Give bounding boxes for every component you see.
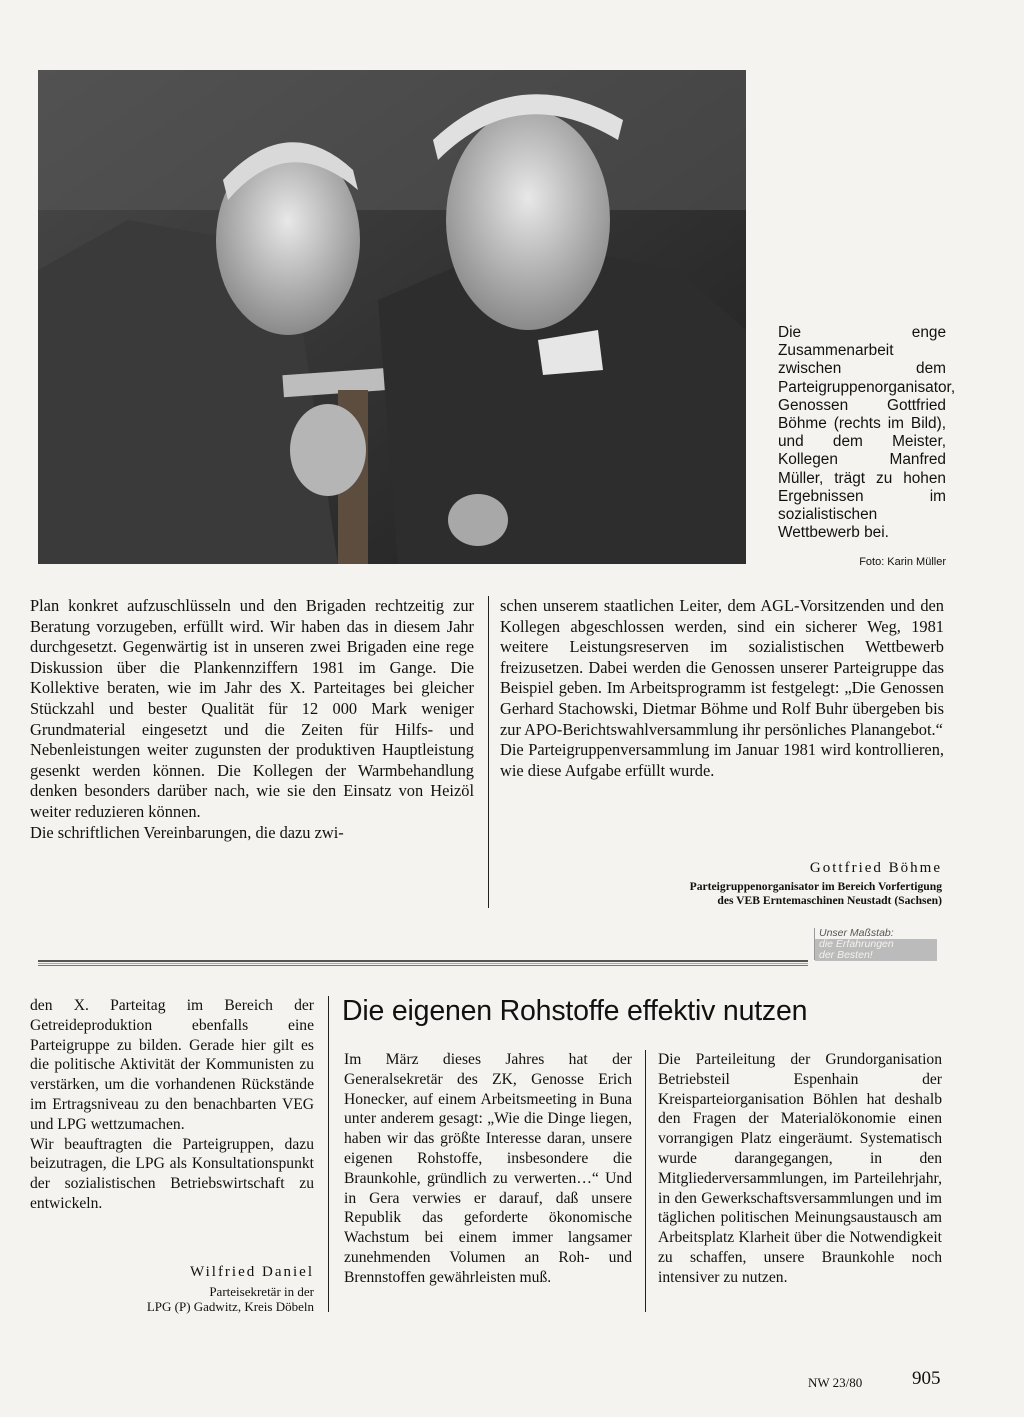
article3-col2-paragraph: Die Parteileitung der Grundorganisation Betriebsteil Espenhain der Kreisparteiorganisation Böhlen hat deshalb den Fragen der Materialökonomie einen vorrangigen Platz eingeräumt. Systematisch wurde darangegangen, in den Mitgliederversammlungen, im Parteilehrjahr, in den Gewerkschaftsversammlungen und im täglichen politischen Meinungsaustausch am Arbeitsplatz Klarheit über die Notwendigkeit zu schaffen, unsere Braunkohle noch intensiver zu nutzen. xyxy=(658,1051,942,1286)
section-rule xyxy=(38,953,808,959)
article2-author-role-1: Parteisekretär in der xyxy=(209,1284,314,1299)
page-number: 905 xyxy=(912,1368,941,1389)
article-photo xyxy=(38,70,746,564)
article2-paragraph: den X. Parteitag im Bereich der Getreideproduktion ebenfalls eine Parteigruppe zu bilden. Gerade hier gilt es die politische Aktivität der Kommunisten zu verstärken, um die vorhandenen Rückstände im Ertragsniveau zu den benachbarten VEG und LPG wettzumachen. xyxy=(30,997,314,1133)
column-divider-2 xyxy=(328,996,329,1312)
article3-column2 xyxy=(658,1050,942,1288)
article2-paragraph2: Wir beauftragten die Parteigruppen, dazu beizutragen, die LPG als Konsultationspunkt der sozialistischen Betriebswirtschaft zu entwickeln. xyxy=(30,1135,314,1212)
article1-author: Gottfried Böhme xyxy=(809,860,942,876)
badge-line-3: der Besten! xyxy=(815,950,937,961)
article3-headline: Die eigenen Rohstoffe effektiv nutzen xyxy=(342,995,808,1027)
column-divider xyxy=(488,596,489,908)
article1-column2 xyxy=(500,596,944,781)
badge-line-1: Unser Maßstab: xyxy=(819,927,894,939)
article2-author: Wilfried Daniel xyxy=(190,1264,314,1280)
article1-col1-paragraph2: Die schriftlichen Vereinbarungen, die dazu zwi- xyxy=(30,822,344,842)
article3-col1-paragraph: Im März dieses Jahres hat der Generalsekretär des ZK, Genosse Erich Honecker, auf einem Arbeitsmeeting in Buna unter anderem gesagt: „Wie die Dinge liegen, haben wir das größte Interesse daran, unsere eigenen Rohstoffe, insbesondere die Braunkohle, gründlich zu verwerten…“ Und in Gera verwies er darauf, daß unsere Republik das geforderte ökonomische Wachstum bei einem immer langsamer zunehmenden Volumen an Roh- und Brennstoffen gewährleisten muß. xyxy=(344,1051,632,1286)
photo-illustration xyxy=(38,70,746,564)
photo-caption: Die enge Zusammenarbeit zwischen dem Parteigruppenorganisator, Genossen Gottfried Böhme (rechts im Bild), und dem Meister, Kollegen Manfred Müller, trägt zu hohen Ergebnissen im sozialistischen Wettbewerb bei. xyxy=(778,324,956,542)
article1-col1-paragraph: Plan konkret aufzuschlüsseln und den Brigaden rechtzeitig zur Beratung vorzugeben, erfüllt wird. Wir haben das in diesem Jahr durchgesetzt. Gegenwärtig ist in unseren zwei Brigaden eine rege Diskussion über die Plankennziffern 1981 im Gange. Die Kollektive beraten, wie im Jahr des X. Parteitages bei gleicher Stückzahl und bester Qualität für 12 000 Mark weniger Grundmaterial eingesetzt und die Zeiten für Hilfs- und Nebenleistungen weiter zugunsten der produktiven Hauptleistung gesenkt werden können. Die Kollegen der Warmbehandlung denken besonders darüber nach, wie sie den Einsatz von Heizöl weiter reduzieren können. xyxy=(30,596,474,821)
article2-column xyxy=(30,996,314,1214)
article1-column1 xyxy=(30,596,474,843)
photo-credit: Foto: Karin Müller xyxy=(859,556,946,568)
article1-author-role-1: Parteigruppenorganisator im Bereich Vorfertigung xyxy=(689,880,942,893)
article1-col2-paragraph: schen unserem staatlichen Leiter, dem AGL-Vorsitzenden und den Kollegen abgeschlossen werden, sind ein sicherer Weg, 1981 weitere Leistungsreserven im sozialistischen Wettbewerb freizusetzen. Dabei werden die Genossen unserer Parteigruppe das Beispiel geben. Im Arbeitsprogramm ist festgelegt: „Die Genossen Gerhard Stachowski, Dietmar Böhme und Rolf Buhr übergeben bis zur APO-Berichtswahlversammlung ihr persönliches Planangebot.“ xyxy=(500,596,944,739)
rule-line xyxy=(38,960,808,966)
article1-author-role-2: des VEB Erntemaschinen Neustadt (Sachsen) xyxy=(717,894,942,907)
article3-column1 xyxy=(344,1050,632,1288)
article2-author-role-2: LPG (P) Gadwitz, Kreis Döbeln xyxy=(146,1299,314,1314)
issue-reference: NW 23/80 xyxy=(808,1375,863,1390)
article1-col2-paragraph2: Die Parteigruppenversammlung im Januar 1981 wird kontrollieren, wie diese Aufgabe erfüllt wurde. xyxy=(500,740,944,780)
rubric-badge xyxy=(814,928,937,960)
column-divider-3 xyxy=(645,1050,646,1312)
badge-line-2: die Erfahrungen xyxy=(815,939,937,950)
